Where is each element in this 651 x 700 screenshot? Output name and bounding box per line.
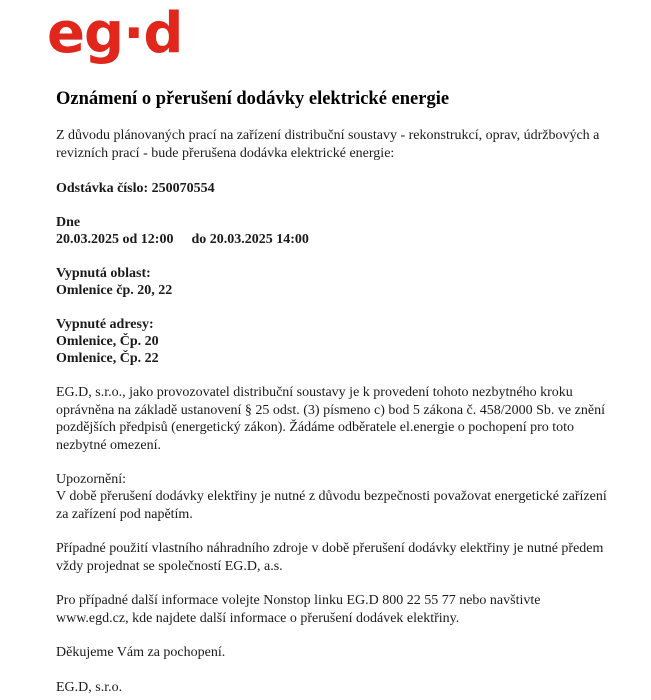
area-value: Omlenice čp. 20, 22: [56, 283, 173, 298]
thanks-text: Děkujeme Vám za pochopení.: [56, 645, 226, 660]
area-section: [56, 265, 616, 299]
warning-text: V době přerušení dodávky elektřiny je nutné z důvodu bezpečnosti považovat energetické zařízení za zařízení pod napětím.: [56, 489, 607, 522]
date-range: [56, 231, 616, 248]
date-label: Dne: [56, 215, 81, 230]
date-section: [56, 214, 616, 248]
egd-logo: eg·d: [47, 1, 183, 66]
date-from: 20.03.2025 od 12:00: [56, 232, 174, 247]
backup-text: Případné použití vlastního náhradního zdroje v době přerušení dodávky elektřiny je nutné předem vždy projednat se společností EG.D, a.s.: [56, 541, 604, 574]
warning-label: Upozornění:: [56, 472, 126, 487]
outage-number: Odstávka číslo: 250070554: [56, 181, 215, 196]
intro-text: Z důvodu plánovaných prací na zařízení distribuční soustavy - rekonstrukcí, oprav, údržbových a revizních prací - bude přerušena dodávka elektrické energie:: [56, 128, 600, 161]
signature-text: EG.D, s.r.o.: [56, 679, 123, 695]
notice-document: [56, 88, 616, 696]
info-text: Pro případné další informace volejte Nonstop linku EG.D 800 22 55 77 nebo navštivte www.egd.cz, kde najdete další informace o přerušení dodávek elektřiny.: [56, 593, 541, 626]
addresses-section: [56, 316, 616, 367]
date-to: do 20.03.2025 14:00: [191, 232, 309, 247]
addresses-label: Vypnuté adresy:: [56, 317, 154, 332]
page-title: Oznámení o přerušení dodávky elektrické energie: [56, 89, 450, 109]
warning-section: [56, 471, 616, 523]
address-item: Omlenice, Čp. 22: [56, 351, 159, 366]
legal-text: EG.D, s.r.o., jako provozovatel distribuční soustavy je k provedení tohoto nezbytného kroku oprávněna na základě ustanovení § 25 odst. (3) písmeno c) bod 5 zákona č. 458/2000 Sb. ve znění pozdějších předpisů (energetický zákon). Žádáme odběratele el.energie o pochopení pro toto nezbytné omezení.: [56, 385, 605, 453]
address-item: Omlenice, Čp. 20: [56, 334, 159, 349]
area-label: Vypnutá oblast:: [56, 266, 151, 281]
